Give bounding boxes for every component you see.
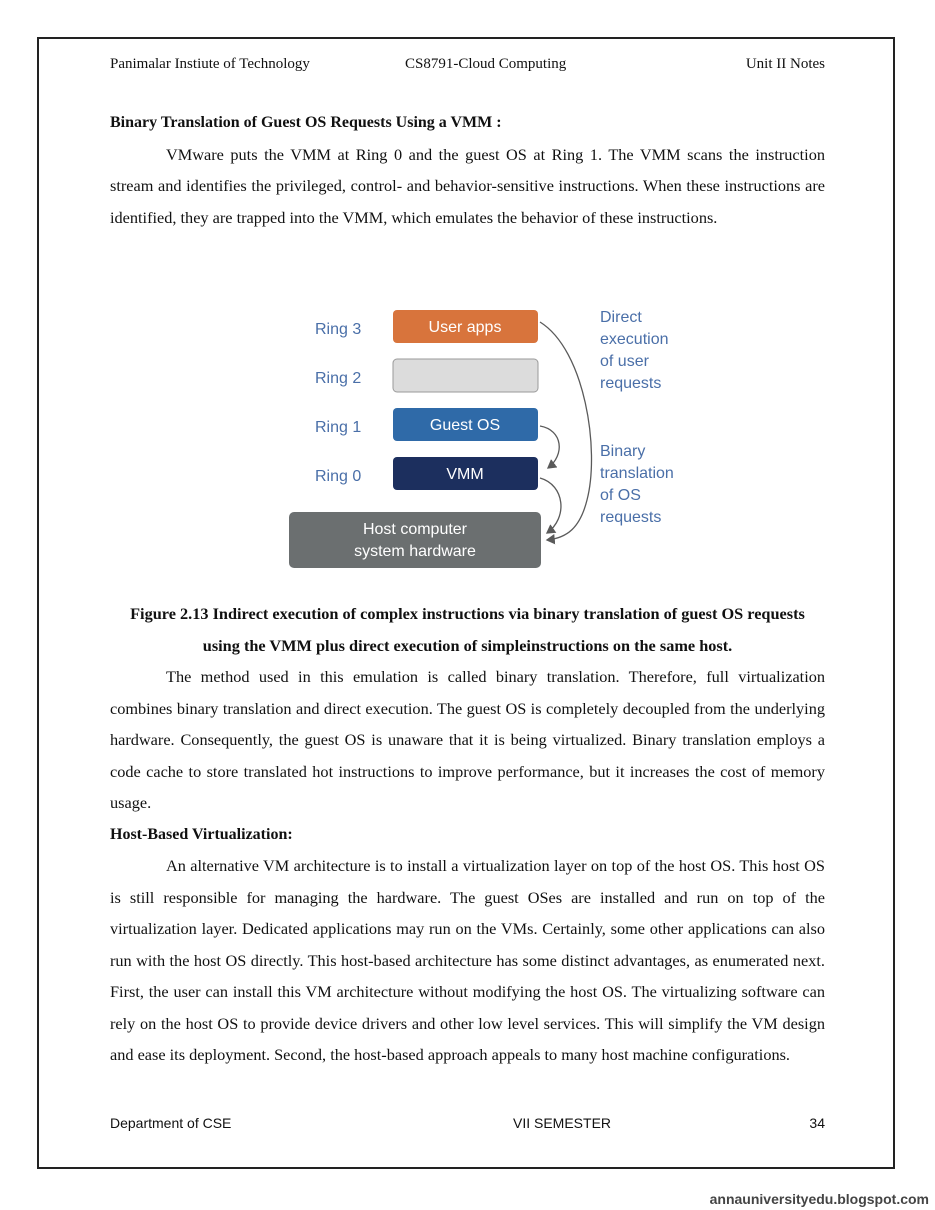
binary-translation-arrow-2 [540,478,561,533]
binary-translation-label: Binary translation of OS requests [600,443,674,526]
section-binary-translation [110,107,825,233]
ring-label: Ring 3 [315,321,362,338]
ring1-box-label: Guest OS [429,417,501,434]
footer-page-number: 34 [809,1115,825,1131]
ring-label: Ring 2 [315,370,362,387]
ring-label: Ring 0 [315,468,362,485]
direct-execution-label: Direct execution of user requests [600,309,669,392]
section-paragraph: The method used in this emulation is called binary translation. Therefore, full virtualization combines binary translation and direct execution. The guest OS is completely decoupled from the underlying hardware. Consequently, the guest OS is unaware that it is being virtualized. Binary translation employs a code cache to store translated hot instructions to improve performance, but it increases the cost of memory usage. [110,667,825,812]
ring-label: Ring 1 [315,419,362,436]
ring-diagram [285,300,695,578]
section-heading: Host-Based Virtualization: [110,825,293,843]
footer-department: Department of CSE [110,1115,232,1131]
section-paragraph: VMware puts the VMM at Ring 0 and the guest OS at Ring 1. The VMM scans the instruction stream and identifies the privileged, control- and behavior-sensitive instructions. When these instructions are identified, they are trapped into the VMM, which emulates the behavior of these instructions. [110,144,825,227]
ring2-box [393,359,538,392]
header-institute: Panimalar Instiute of Technology [110,56,310,72]
footer-semester: VII SEMESTER [513,1115,612,1131]
header-unit: Unit II Notes [745,56,825,72]
ring3-box-label: User apps [428,319,502,336]
page-footer [110,1115,825,1135]
header-course: CS8791-Cloud Computing [405,56,567,72]
direct-execution-arrow [540,322,592,540]
section-heading: Binary Translation of Guest OS Requests Using a VMM : [110,114,502,131]
page-header [110,56,825,76]
host-hardware-line2: system hardware [354,543,476,560]
watermark-url: annauniversityedu.blogspot.com [709,1191,929,1207]
section-binary-translation-cont [110,661,825,1071]
figure-caption: Figure 2.13 Indirect execution of complex instructions via binary translation of guest OS requests using the VMM plus direct execution of simpleinstructions on the same host. [130,604,805,655]
section-paragraph: An alternative VM architecture is to install a virtualization layer on top of the host OS. This host OS is still responsible for managing the hardware. The guest OSes are installed and run on top of the virtualization layer. Dedicated applications may run on the VMs. Certainly, some other applications can also run with the host OS directly. This host-based architecture has some distinct advantages, as enumerated next. First, the user can install this VM architecture without modifying the host OS. The virtualizing software can rely on the host OS to provide device drivers and other low level services. This will simplify the VM design and ease its deployment. Second, the host-based approach appeals to many host machine configurations. [110,856,825,1064]
ring0-box-label: VMM [446,466,484,483]
host-hardware-line1: Host computer [362,521,468,538]
binary-translation-arrow-1 [540,426,559,468]
